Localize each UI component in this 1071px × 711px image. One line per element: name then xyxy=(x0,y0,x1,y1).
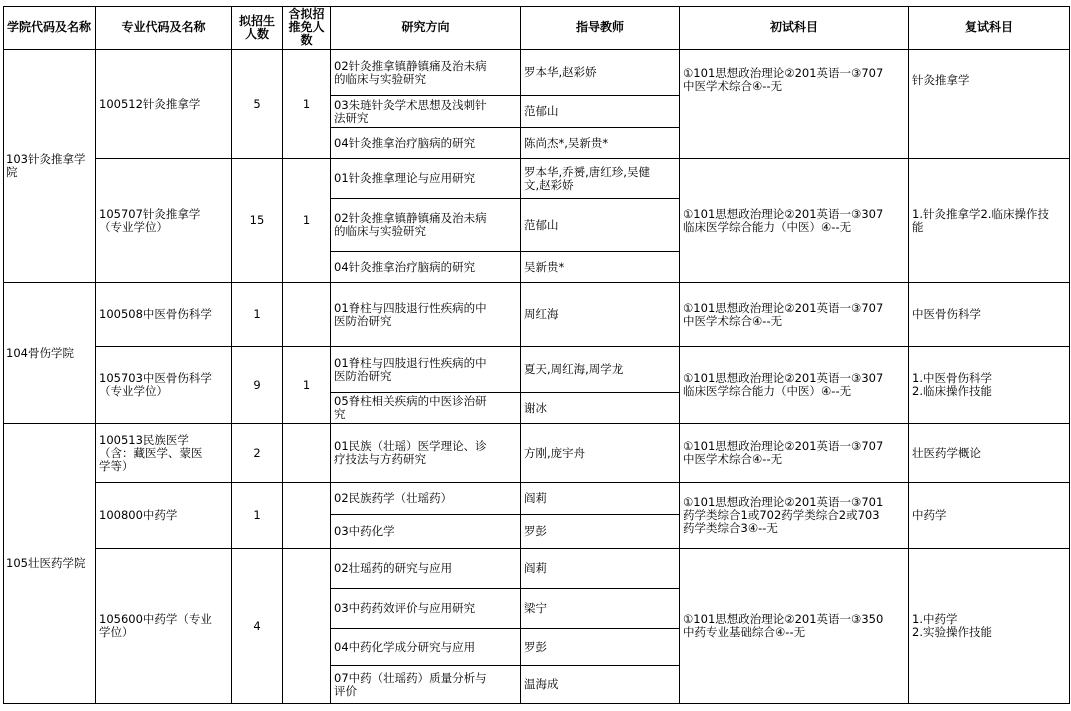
major-100508-exempt xyxy=(283,283,331,347)
tutor-cell: 梁宁 xyxy=(521,589,680,629)
tutor-cell: 阎莉 xyxy=(521,483,680,515)
header-exempt: 含拟招 推免人 数 xyxy=(283,6,331,50)
header-quota: 拟招生 人数 xyxy=(232,6,283,50)
header-major: 专业代码及名称 xyxy=(96,6,232,50)
major-100513-quota: 2 xyxy=(232,424,283,483)
major-105703-quota: 9 xyxy=(232,347,283,424)
major-100513-initial: ①101思想政治理论②201英语一③707 中医学术综合④--无 xyxy=(680,424,909,483)
tutor-cell: 罗彭 xyxy=(521,515,680,549)
college-103: 103针灸推拿学 院 xyxy=(3,50,96,283)
direction-cell: 01脊柱与四肢退行性疾病的中 医防治研究 xyxy=(331,283,521,347)
major-100508-retest: 中医骨伤科学 xyxy=(909,283,1070,347)
major-100800-quota: 1 xyxy=(232,483,283,549)
major-100512-quota: 5 xyxy=(232,50,283,159)
major-100508-quota: 1 xyxy=(232,283,283,347)
major-100512-retest: 针灸推拿学 xyxy=(909,50,1070,159)
direction-cell: 07中药（壮瑶药）质量分析与 评价 xyxy=(331,666,521,704)
direction-cell: 05脊柱相关疾病的中医诊治研 究 xyxy=(331,393,521,424)
major-105703-initial: ①101思想政治理论②201英语一③307 临床医学综合能力（中医）④--无 xyxy=(680,347,909,424)
major-105600-quota: 4 xyxy=(232,549,283,704)
major-105600-retest: 1.中药学 2.实验操作技能 xyxy=(909,549,1070,704)
direction-cell: 03中药药效评价与应用研究 xyxy=(331,589,521,629)
major-105600-exempt xyxy=(283,549,331,704)
tutor-cell: 罗本华,赵彩娇 xyxy=(521,50,680,96)
header-direction: 研究方向 xyxy=(331,6,521,50)
tutor-cell: 范郁山 xyxy=(521,199,680,252)
header-initial-exam: 初试科目 xyxy=(680,6,909,50)
tutor-cell: 方刚,庞宇舟 xyxy=(521,424,680,483)
direction-cell: 04针灸推拿治疗脑病的研究 xyxy=(331,252,521,283)
major-105707-name: 105707针灸推拿学 （专业学位） xyxy=(96,159,232,283)
major-100800-name: 100800中药学 xyxy=(96,483,232,549)
tutor-cell: 阎莉 xyxy=(521,549,680,589)
direction-cell: 01针灸推拿理论与应用研究 xyxy=(331,159,521,199)
tutor-cell: 范郁山 xyxy=(521,96,680,128)
major-105703-retest: 1.中医骨伤科学 2.临床操作技能 xyxy=(909,347,1070,424)
header-retest: 复试科目 xyxy=(909,6,1070,50)
major-105707-initial: ①101思想政治理论②201英语一③307 临床医学综合能力（中医）④--无 xyxy=(680,159,909,283)
header-tutor: 指导教师 xyxy=(521,6,680,50)
major-105703-name: 105703中医骨伤科学 （专业学位） xyxy=(96,347,232,424)
header-college: 学院代码及名称 xyxy=(3,6,96,50)
college-104: 104骨伤学院 xyxy=(3,283,96,424)
major-105600-name: 105600中药学（专业 学位） xyxy=(96,549,232,704)
major-100800-exempt xyxy=(283,483,331,549)
direction-cell: 02针灸推拿镇静镇痛及治未病 的临床与实验研究 xyxy=(331,199,521,252)
major-105703-exempt: 1 xyxy=(283,347,331,424)
major-100512-initial: ①101思想政治理论②201英语一③707 中医学术综合④--无 xyxy=(680,50,909,159)
major-100513-name: 100513民族医学 （含：藏医学、蒙医 学等） xyxy=(96,424,232,483)
tutor-cell: 陈尚杰*,吴新贵* xyxy=(521,128,680,159)
major-100513-retest: 壮医药学概论 xyxy=(909,424,1070,483)
admissions-table xyxy=(3,6,1070,704)
tutor-cell: 温海成 xyxy=(521,666,680,704)
direction-cell: 01脊柱与四肢退行性疾病的中 医防治研究 xyxy=(331,347,521,393)
college-105: 105壮医药学院 xyxy=(3,424,96,704)
major-105707-exempt: 1 xyxy=(283,159,331,283)
direction-cell: 04针灸推拿治疗脑病的研究 xyxy=(331,128,521,159)
direction-cell: 03中药化学 xyxy=(331,515,521,549)
tutor-cell: 吴新贵* xyxy=(521,252,680,283)
tutor-cell: 谢冰 xyxy=(521,393,680,424)
tutor-cell: 罗彭 xyxy=(521,629,680,666)
direction-cell: 03朱琏针灸学术思想及浅刺针 法研究 xyxy=(331,96,521,128)
major-100800-initial: ①101思想政治理论②201英语一③701 药学类综合1或702药学类综合2或703 药学类综合3④--无 xyxy=(680,483,909,549)
direction-cell: 02壮瑶药的研究与应用 xyxy=(331,549,521,589)
direction-cell: 01民族（壮瑶）医学理论、诊 疗技法与方药研究 xyxy=(331,424,521,483)
direction-cell: 02针灸推拿镇静镇痛及治未病 的临床与实验研究 xyxy=(331,50,521,96)
major-100513-exempt xyxy=(283,424,331,483)
major-100512-exempt: 1 xyxy=(283,50,331,159)
major-100508-name: 100508中医骨伤科学 xyxy=(96,283,232,347)
tutor-cell: 周红海 xyxy=(521,283,680,347)
direction-cell: 02民族药学（壮瑶药） xyxy=(331,483,521,515)
major-100800-retest: 中药学 xyxy=(909,483,1070,549)
major-105707-retest: 1.针灸推拿学2.临床操作技 能 xyxy=(909,159,1070,283)
direction-cell: 04中药化学成分研究与应用 xyxy=(331,629,521,666)
tutor-cell: 夏天,周红海,周学龙 xyxy=(521,347,680,393)
major-100512-name: 100512针灸推拿学 xyxy=(96,50,232,159)
major-100508-initial: ①101思想政治理论②201英语一③707 中医学术综合④--无 xyxy=(680,283,909,347)
major-105707-quota: 15 xyxy=(232,159,283,283)
major-105600-initial: ①101思想政治理论②201英语一③350 中药专业基础综合④--无 xyxy=(680,549,909,704)
tutor-cell: 罗本华,乔赟,唐红珍,吴健 文,赵彩娇 xyxy=(521,159,680,199)
